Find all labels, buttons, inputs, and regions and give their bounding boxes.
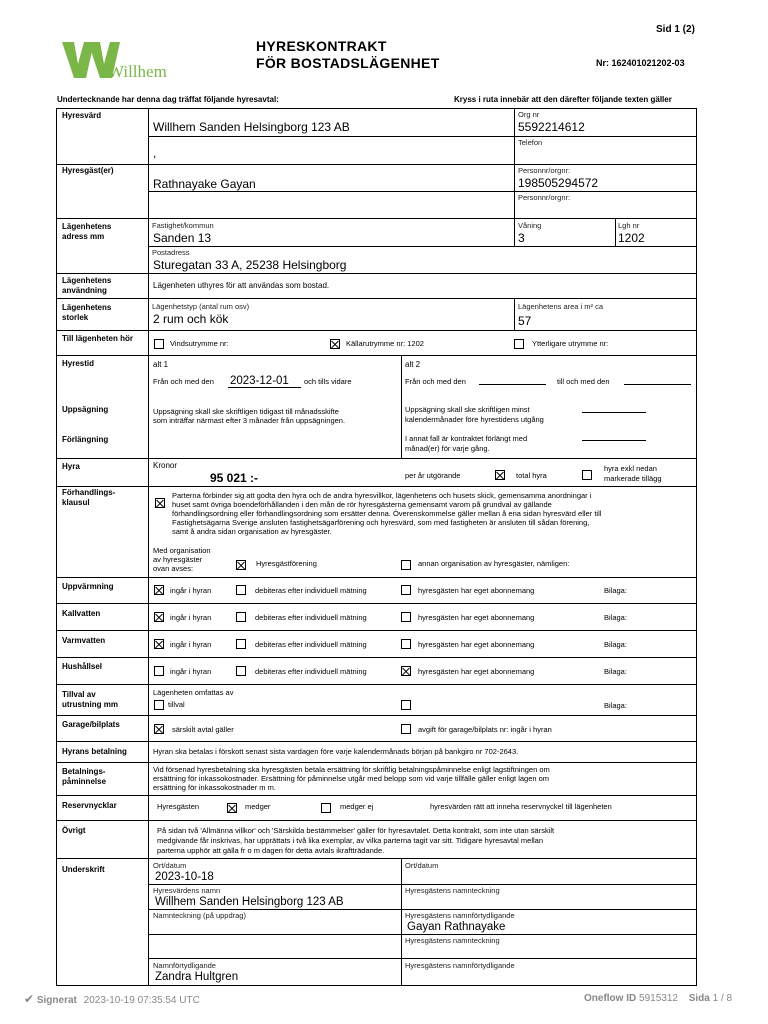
fastighet-value: Sanden 13 xyxy=(153,231,212,245)
row-label-forlangning: Förlängning xyxy=(62,435,109,444)
checkmark-icon: ✔ xyxy=(24,992,35,1006)
paminnelse-line-1: Vid försenad hyresbetalning ska hyresgästen betala ersättning för skriftlig betalningspåminnelse enligt lagstiftningen om xyxy=(153,765,550,774)
annan-org-checkbox[interactable] xyxy=(401,560,411,570)
lagenhetstyp-label: Lägenhetstyp (antal rum osv) xyxy=(152,302,250,311)
uppsagning-alt2-1: Uppsägning skall ske skriftligen minst xyxy=(405,405,530,414)
ytterligare-checkbox[interactable] xyxy=(514,339,524,349)
row-label-adress-2: adress mm xyxy=(62,232,105,241)
reserv-medger-label: medger xyxy=(245,802,271,811)
row-label-forhandling-2: klausul xyxy=(62,498,90,507)
willhem-logo xyxy=(60,40,180,82)
forhandling-checkbox[interactable] xyxy=(155,498,165,508)
oneflow-id: 5915312 xyxy=(639,993,678,1004)
sida-label: Sida xyxy=(688,993,710,1004)
forlangning-text-1: I annat fall är kontraktet förlängt med xyxy=(405,434,528,443)
tillval-text-1: Lägenheten omfattas av xyxy=(153,688,234,697)
fort-value: Zandra Hultgren xyxy=(155,971,239,983)
med-org-2: av hyresgäster xyxy=(153,555,203,564)
hushallsel-ingar-checkbox[interactable] xyxy=(154,666,164,676)
tillval-bilaga-checkbox[interactable] xyxy=(401,700,411,710)
hushallsel-debiteras-label: debiteras efter individuell mätning xyxy=(255,667,367,676)
intro-left: Undertecknande har denna dag träffat följande hyresavtal: xyxy=(57,95,279,104)
row-label-storlek-1: Lägenhetens xyxy=(62,303,112,312)
varmvatten-bilaga-label: Bilaga: xyxy=(604,640,627,649)
reserv-medger-ej-label: medger ej xyxy=(340,802,374,811)
landlord-name: Willhem Sanden Helsingborg 123 AB xyxy=(153,120,350,134)
hushallsel-abonnemang-label: hyresgästen har eget abonnemang xyxy=(418,667,535,676)
reserv-ratt-label: hyresvärden rätt att inneha reservnyckel till lägenheten xyxy=(430,802,612,811)
kallvatten-ingar-label: ingår i hyran xyxy=(170,613,212,622)
row-label-hyra: Hyra xyxy=(62,462,80,471)
personnr-label: Personnr/orgnr: xyxy=(518,166,571,175)
row-label-garage: Garage/bilplats xyxy=(62,720,120,729)
row-label-betalning: Hyrans betalning xyxy=(62,747,127,756)
ytterligare-label: Ytterligare utrymme nr: xyxy=(532,339,609,348)
till2-label: till och med den xyxy=(557,377,610,386)
row-label-hyrestid: Hyrestid xyxy=(62,359,95,368)
personnr2-label: Personnr/orgnr: xyxy=(518,193,571,202)
vard-namn-label: Hyresvärdens namn xyxy=(153,886,221,895)
varmvatten-ingar-label: ingår i hyran xyxy=(170,640,212,649)
gast-fort-label: Hyresgästens namnförtydligande xyxy=(405,911,515,920)
uppsagning-alt2-2: kalendermånader före hyrestidens utgång xyxy=(405,415,544,424)
tillval-bilaga-label: Bilaga: xyxy=(604,701,627,710)
signed-timestamp: 2023-10-19 07:35:54 UTC xyxy=(83,995,200,1006)
anvandning-text: Lägenheten uthyres för att användas som bostad. xyxy=(153,281,330,290)
row-label-anvandning-1: Lägenhetens xyxy=(62,276,112,285)
row-label-forhandling-1: Förhandlings- xyxy=(62,488,116,497)
uppsagning-text-2: som inträffar närmast efter 3 månader från uppsägningen. xyxy=(153,416,346,425)
vind-checkbox[interactable] xyxy=(154,339,164,349)
lgh-value: 1202 xyxy=(618,231,645,245)
lgh-label: Lgh nr xyxy=(618,221,640,230)
signed-status xyxy=(24,992,200,1006)
betalning-text: Hyran ska betalas i förskott senast sista vardagen före varje kalendermånads början på bankgiro nr 702-2643. xyxy=(153,747,519,756)
hushallsel-abonnemang-checkbox[interactable] xyxy=(401,666,411,676)
forhandling-line-2: huset samt övriga boendeförhållanden i den mån de rör hyresgästerna gemensamt varom på grundval av gällande xyxy=(172,500,552,509)
contract-number: Nr: 162401021202-03 xyxy=(596,58,685,68)
row-label-storlek-2: storlek xyxy=(62,313,89,322)
hgf-checkbox[interactable] xyxy=(236,560,246,570)
hgf-label: Hyresgästförening xyxy=(256,559,317,568)
paminnelse-line-3: ersättning för inkassokostnader m m. xyxy=(153,783,276,792)
kallar-checkbox[interactable] xyxy=(330,339,340,349)
postadress-label: Postadress xyxy=(152,248,190,257)
fastighet-label: Fastighet/kommun xyxy=(152,221,214,230)
intro-right: Kryss i ruta innebär att den därefter följande texten gäller xyxy=(454,95,672,104)
namnteckning-label: Namnteckning (på uppdrag) xyxy=(153,911,246,920)
gast-sign-label: Hyresgästens namnteckning xyxy=(405,886,500,895)
kallvatten-debiteras-checkbox[interactable] xyxy=(236,612,246,622)
fran1-label: Från och med den xyxy=(153,377,214,386)
lagenhetstyp-value: 2 rum och kök xyxy=(153,312,229,326)
total-hyra-label: total hyra xyxy=(516,471,547,480)
orgnr-label: Org nr xyxy=(518,110,540,119)
orgnr-value: 5592214612 xyxy=(518,120,585,134)
doc-title-line1: HYRESKONTRAKT xyxy=(256,38,387,54)
vind-label: Vindsutrymme nr: xyxy=(170,339,229,348)
forlangning-text-2: månad(er) för varje gång. xyxy=(405,444,490,453)
row-label-ovrigt: Övrigt xyxy=(62,826,86,835)
paminnelse-line-2: ersättning för inkassokostnader. Ersättning för påminnelse utgår med belopp som vid varje tillfälle gäller enligt lagen om xyxy=(153,774,550,783)
landlord-comma: , xyxy=(153,146,157,160)
row-label-uppsagning: Uppsägning xyxy=(62,405,109,414)
ort2-label: Ort/datum xyxy=(405,861,439,870)
row-label-anvandning-2: användning xyxy=(62,286,107,295)
hushallsel-ingar-label: ingår i hyran xyxy=(170,667,212,676)
page-number: Sid 1 (2) xyxy=(656,24,695,35)
area-value: 57 xyxy=(518,314,532,328)
sida-value: 1 / 8 xyxy=(712,993,733,1004)
rent-amount: 95 021 :- xyxy=(210,471,259,485)
med-org-3: ovan avses: xyxy=(153,564,194,573)
area-label: Lägenhetens area i m² ca xyxy=(518,302,604,311)
tillval-text-2: tillval xyxy=(168,700,185,709)
per-ar-label: per år utgörande xyxy=(405,471,461,480)
reserv-hyresgasten: Hyresgästen xyxy=(157,802,200,811)
oneflow-label: Oneflow ID xyxy=(584,993,637,1004)
varmvatten-debiteras-label: debiteras efter individuell mätning xyxy=(255,640,367,649)
varmvatten-abonnemang-label: hyresgästen har eget abonnemang xyxy=(418,640,535,649)
annan-org-label: annan organisation av hyresgäster, nämligen: xyxy=(418,559,570,568)
tillval-checkbox[interactable] xyxy=(154,700,164,710)
row-label-hyresgast: Hyresgäst(er) xyxy=(62,166,114,175)
label-column-divider xyxy=(148,108,149,986)
ort1-label: Ort/datum xyxy=(153,861,187,870)
hushallsel-bilaga-label: Bilaga: xyxy=(604,667,627,676)
tills-vidare-label: och tills vidare xyxy=(304,377,352,386)
kallvatten-abonnemang-checkbox[interactable] xyxy=(401,612,411,622)
row-label-underskrift: Underskrift xyxy=(62,865,105,874)
uppsagning-text-1: Uppsägning skall ske skriftligen tidigast till månadsskifte xyxy=(153,407,339,416)
alt1-label: alt 1 xyxy=(153,360,169,369)
forhandling-line-4: Fastighetsägarna Sverige ansluten fastighetsägarförening och hyresvärd, som med fastigheten är ansluten till sådan förening, xyxy=(172,518,590,527)
varmvatten-ingar-checkbox[interactable] xyxy=(154,639,164,649)
row-label-adress-1: Lägenhetens xyxy=(62,222,112,231)
garage-avgift-checkbox[interactable] xyxy=(401,724,411,734)
reserv-medger-ej-checkbox[interactable] xyxy=(321,803,331,813)
vard-namn-value: Willhem Sanden Helsingborg 123 AB xyxy=(155,896,344,908)
vaning-label: Våning xyxy=(518,221,542,230)
row-label-hushallsel: Hushållsel xyxy=(62,662,103,671)
oneflow-info xyxy=(584,993,732,1004)
logo-text: Willhem xyxy=(108,62,167,81)
uppvarmning-abonnemang-checkbox[interactable] xyxy=(401,585,411,595)
row-label-tillhor: Till lägenheten hör xyxy=(62,334,133,343)
reserv-medger-checkbox[interactable] xyxy=(227,803,237,813)
varmvatten-abonnemang-checkbox[interactable] xyxy=(401,639,411,649)
forhandling-line-1: Parterna förbinder sig att godta den hyra och de andra hyresvillkor, lägenhetens och husets skick, gemensamma anordningar i xyxy=(172,491,592,500)
gast-fort2-label: Hyresgästens namnförtydligande xyxy=(405,961,515,970)
gast-sign2-label: Hyresgästens namnteckning xyxy=(405,936,500,945)
row-label-tillval-1: Tillval av xyxy=(62,690,96,699)
vaning-value: 3 xyxy=(518,231,525,245)
ovrigt-line-3: parterna upphör att gälla fr o m dagen för detta avtals ikraftträdande. xyxy=(157,846,385,855)
forhandling-line-3: förhandlingsordning eller förhandlingsordning som ersätter denna. Överenskommelse gäller mellan å ena sidan hyresvärd eller till xyxy=(172,509,602,518)
garage-sarskilt-checkbox[interactable] xyxy=(154,724,164,734)
fran2-label: Från och med den xyxy=(405,377,466,386)
row-label-hyresvard: Hyresvärd xyxy=(62,111,102,120)
exkl-label-1: hyra exkl nedan xyxy=(604,464,657,473)
med-org-1: Med organisation xyxy=(153,546,211,555)
uppvarmning-debiteras-checkbox[interactable] xyxy=(236,585,246,595)
kronor-label: Kronor xyxy=(153,461,178,470)
postadress-value: Sturegatan 33 A, 25238 Helsingborg xyxy=(153,258,347,272)
gast-fort-value: Gayan Rathnayake xyxy=(407,921,506,933)
kallvatten-abonnemang-label: hyresgästen har eget abonnemang xyxy=(418,613,535,622)
row-label-paminnelse-2: påminnelse xyxy=(62,777,107,786)
kallar-label: Källarutrymme nr: 1202 xyxy=(346,339,424,348)
row-label-reservnycklar: Reservnycklar xyxy=(62,801,117,810)
personnr-value: 198505294572 xyxy=(518,176,599,190)
uppvarmning-debiteras-label: debiteras efter individuell mätning xyxy=(255,586,367,595)
garage-sarskilt-label: särskilt avtal gäller xyxy=(172,725,234,734)
ovrigt-line-1: På sidan två 'Allmänna villkor' och 'Särskilda bestämmelser' gäller för hyresavtalet. Detta kontrakt, som inte utan särskilt xyxy=(157,826,555,835)
alt2-label: alt 2 xyxy=(405,360,421,369)
exkl-label-2: markerade tillägg xyxy=(604,474,662,483)
row-label-uppvarmning: Uppvärmning xyxy=(62,582,114,591)
exkl-checkbox[interactable] xyxy=(582,470,592,480)
ort1-value: 2023-10-18 xyxy=(155,871,214,883)
garage-avgift-label: avgift för garage/bilplats nr: ingår i hyran xyxy=(418,725,552,734)
kallvatten-debiteras-label: debiteras efter individuell mätning xyxy=(255,613,367,622)
total-hyra-checkbox[interactable] xyxy=(495,470,505,480)
uppvarmning-abonnemang-label: hyresgästen har eget abonnemang xyxy=(418,586,535,595)
uppvarmning-bilaga-label: Bilaga: xyxy=(604,586,627,595)
kallvatten-ingar-checkbox[interactable] xyxy=(154,612,164,622)
uppvarmning-ingar-label: ingår i hyran xyxy=(170,586,212,595)
uppvarmning-ingar-checkbox[interactable] xyxy=(154,585,164,595)
forhandling-line-5: samt å andra sidan organisation av hyresgäster. xyxy=(172,527,332,536)
kallvatten-bilaga-label: Bilaga: xyxy=(604,613,627,622)
row-label-kallvatten: Kallvatten xyxy=(62,609,101,618)
tenant-name: Rathnayake Gayan xyxy=(153,177,256,191)
hushallsel-debiteras-checkbox[interactable] xyxy=(236,666,246,676)
signerat-label: Signerat xyxy=(36,995,77,1006)
row-label-varmvatten: Varmvatten xyxy=(62,636,106,645)
ovrigt-line-2: medgivande får inskrivas, har upprättats i två lika exemplar, av vilka parterna tagit var sitt. Tidigare hyresavtal mellan xyxy=(157,836,544,845)
row-label-paminnelse-1: Betalnings- xyxy=(62,767,106,776)
fort-label: Namnförtydligande xyxy=(153,961,216,970)
doc-title-line2: FÖR BOSTADSLÄGENHET xyxy=(256,55,440,71)
row-label-tillval-2: utrustning mm xyxy=(62,700,118,709)
telefon-label: Telefon xyxy=(518,138,543,147)
varmvatten-debiteras-checkbox[interactable] xyxy=(236,639,246,649)
start-date: 2023-12-01 xyxy=(230,375,289,387)
